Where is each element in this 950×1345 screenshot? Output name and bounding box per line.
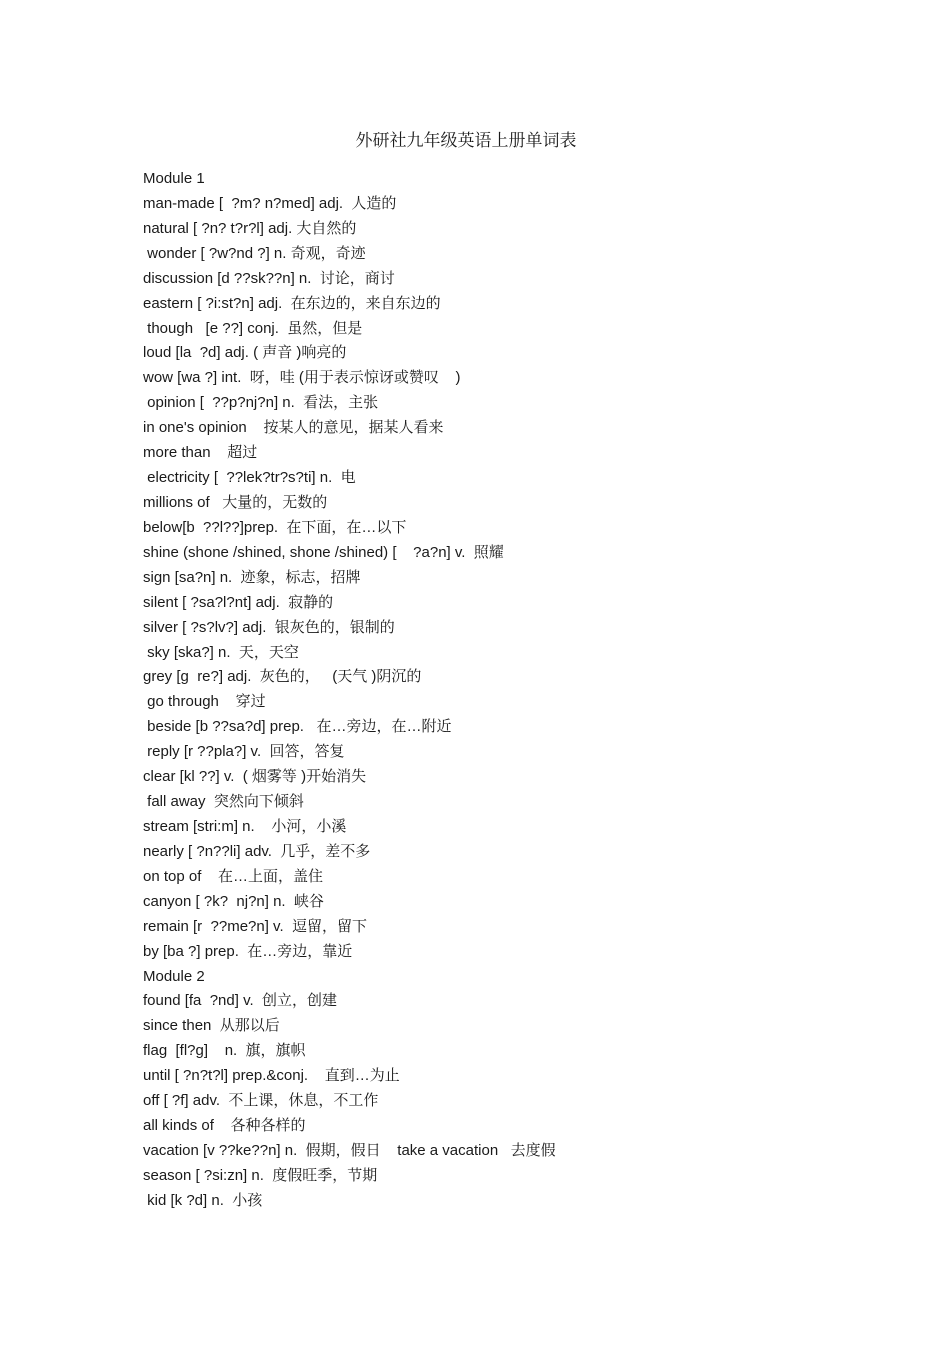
vocabulary-entry: kid [k ?d] n. 小孩 [143,1191,263,1209]
module-heading: Module 2 [143,967,205,985]
vocabulary-entry: nearly [ ?n??li] adv. 几乎，差不多 [143,842,371,860]
vocabulary-entry: silver [ ?s?lv?] adj. 银灰色的，银制的 [143,618,395,636]
vocabulary-entry: electricity [ ??lek?tr?s?ti] n. 电 [143,469,356,487]
vocabulary-entry: eastern [ ?i:st?n] adj. 在东边的，来自东边的 [143,294,441,312]
vocabulary-entry: sky [ska?] n. 天，天空 [143,643,299,661]
vocabulary-entry: silent [ ?sa?l?nt] adj. 寂静的 [143,593,334,611]
vocabulary-entry: stream [stri:m] n. 小河，小溪 [143,817,347,835]
vocabulary-entry: grey [ɡ re?] adj. 灰色的， (天气 )阴沉的 [143,668,422,686]
vocabulary-entry: all kinds of 各种各样的 [143,1117,306,1135]
vocabulary-entry: reply [r ??pla?] v. 回答，答复 [143,743,345,761]
vocabulary-entry: though [e ??] conj. 虽然，但是 [143,319,363,337]
vocabulary-entry: canyon [ ?k? nj?n] n. 峡谷 [143,892,324,910]
vocabulary-entry: discussion [d ??sk??n] n. 讨论，商讨 [143,269,395,287]
vocabulary-entry: millions of 大量的，无数的 [143,493,328,511]
vocabulary-entry: loud [la ?d] adj. ( 声音 )响亮的 [143,344,347,362]
vocabulary-entry: wow [wa ?] int. 呀，哇 (用于表示惊讶或赞叹 ) [143,369,461,387]
vocabulary-entry: beside [b ??sa?d] prep. 在…旁边，在…附近 [143,718,452,736]
vocabulary-entry: more than 超过 [143,444,258,462]
vocabulary-entry: since then 从那以后 [143,1017,280,1035]
vocabulary-entry: off [ ?f] adv. 不上课，休息，不工作 [143,1092,379,1110]
vocabulary-entry: below[b ??l??]prep. 在下面，在…以下 [143,518,407,536]
page-title: 外研社九年级英语上册单词表 [355,131,577,151]
vocabulary-entry: remain [r ??me?n] v. 逗留，留下 [143,917,367,935]
vocabulary-entry: natural [ ?n? t?r?l] adj. 大自然的 [143,219,357,237]
vocabulary-entry: fall away 突然向下倾斜 [143,793,304,811]
vocabulary-entry: go through 穿过 [143,693,266,711]
vocabulary-entry: until [ ?n?t?l] prep.&conj. 直到…为止 [143,1067,400,1085]
vocabulary-entry: on top of 在…上面，盖住 [143,867,324,885]
module-heading: Module 1 [143,170,205,187]
vocabulary-entry: season [ ?si:zn] n. 度假旺季，节期 [143,1166,378,1184]
vocabulary-entry: clear [kl ??] v. ( 烟雾等 )开始消失 [143,768,367,786]
vocabulary-entry: in one's opinion 按某人的意见，据某人看来 [143,419,444,437]
vocabulary-entry: wonder [ ?w?nd ?] n. 奇观，奇迹 [143,244,366,262]
vocabulary-entry: shine (shone /shined, shone /shined) [ ?a?n] v. 照耀 [143,543,504,561]
vocabulary-entry: by [ba ?] prep. 在…旁边，靠近 [143,942,353,960]
vocabulary-entry: man-made [ ?m? n?med] adj. 人造的 [143,194,397,212]
vocabulary-list [143,167,556,1214]
vocabulary-entry: flag [fl?g] n. 旗，旗帜 [143,1042,306,1060]
vocabulary-entry: vacation [v ??ke??n] n. 假期，假日 take a vacation 去度假 [143,1141,556,1159]
vocabulary-entry: opinion [ ??p?nj?n] n. 看法，主张 [143,394,379,412]
vocabulary-entry: sign [sa?n] n. 迹象，标志，招牌 [143,568,361,586]
vocabulary-entry: found [fa ?nd] v. 创立，创建 [143,992,337,1010]
